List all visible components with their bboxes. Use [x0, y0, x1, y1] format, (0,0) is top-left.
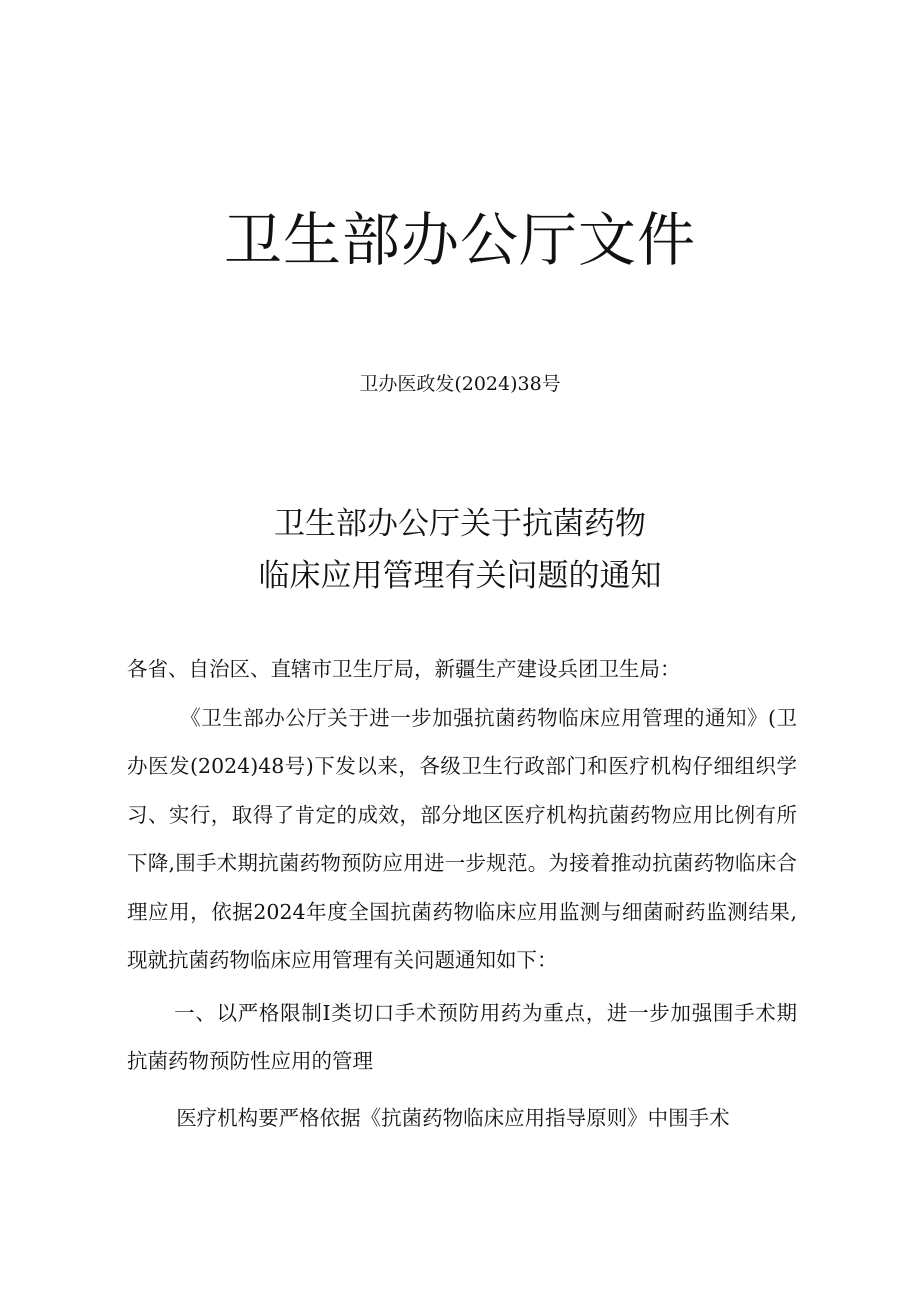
notice-title-line-1: 卫生部办公厅关于抗菌药物	[274, 506, 646, 542]
salutation: 各省、自治区、直辖市卫生厅局，新疆生产建设兵团卫生局：	[127, 657, 681, 681]
body-paragraph-2: 医疗机构要严格依据《抗菌药物临床应用指导原则》中围手术	[176, 1105, 730, 1130]
document-body	[127, 645, 797, 1142]
office-title: 卫生部办公厅文件	[223, 206, 696, 274]
document-number: 卫办医政发(2024)38号	[359, 373, 561, 395]
body-paragraph-1: 《卫生部办公厅关于进一步加强抗菌药物临床应用管理的通知》(卫办医发(2024)48号)下发以来，各级卫生行政部门和医疗机构仔细组织学习、实行，取得了肯定的成效，部分地区医疗机构抗菌药物应用比例有所下降,围手术期抗菌药物预防应用进一步规范。为接着推动抗菌药物临床合理应用，依据2024年度全国抗菌药物临床应用监测与细菌耐药监测结果,现就抗菌药物临床应用管理有关问题通知如下：	[127, 705, 797, 972]
notice-title	[0, 498, 920, 602]
notice-title-line-2: 临床应用管理有关问题的通知	[258, 558, 662, 594]
section-heading-1: 一、以严格限制I类切口手术预防用药为重点，进一步加强围手术期抗菌药物预防性应用的管理	[127, 1000, 797, 1073]
